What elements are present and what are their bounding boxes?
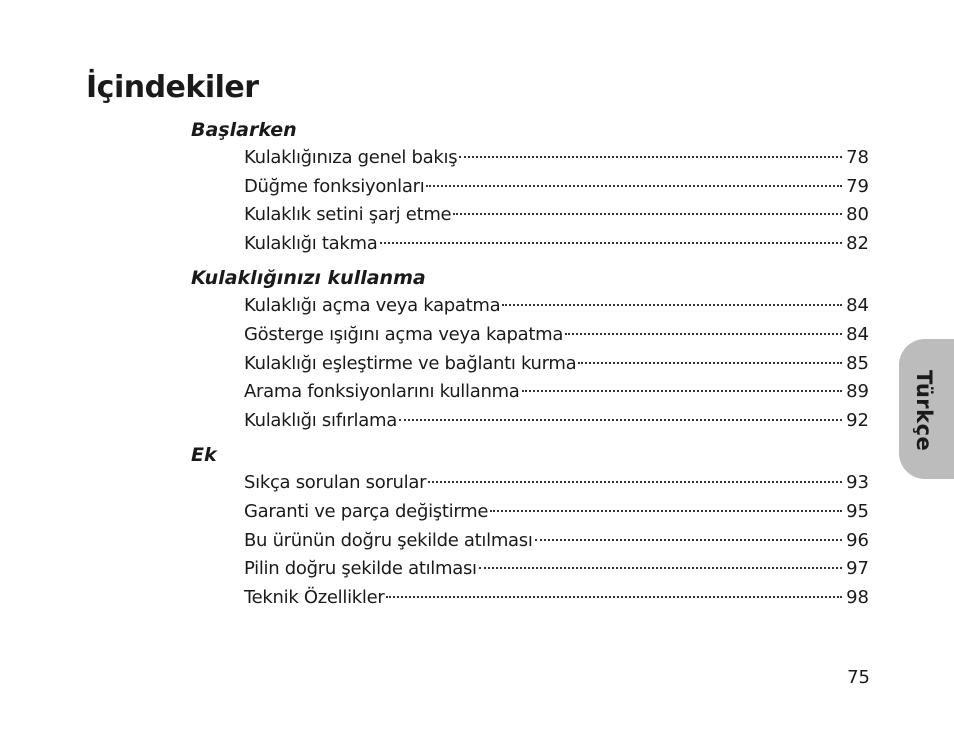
toc-entry[interactable]	[244, 584, 869, 613]
dot-leader	[380, 242, 843, 244]
toc-section-baslarken	[191, 116, 871, 258]
dot-leader	[386, 596, 842, 598]
toc-entry-page: 84	[846, 295, 869, 317]
toc-entry-page: 79	[846, 175, 869, 197]
toc-entry[interactable]	[244, 527, 869, 556]
toc-entry-page: 97	[846, 558, 869, 580]
dot-leader	[453, 213, 842, 215]
toc-entry-page: 89	[846, 381, 869, 403]
language-tab	[899, 339, 954, 479]
toc-entry-label: Kulaklık setini şarj etme	[244, 204, 452, 226]
toc-entry-label: Gösterge ışığını açma veya kapatma	[244, 323, 564, 345]
page-title: İçindekiler	[86, 70, 259, 106]
toc-entry[interactable]	[244, 144, 869, 173]
toc-entry-label: Arama fonksiyonlarını kullanma	[244, 381, 520, 403]
toc-entry[interactable]	[244, 498, 869, 527]
toc-entry[interactable]	[244, 407, 869, 436]
toc-section-kullanma	[191, 264, 871, 435]
dot-leader	[578, 362, 842, 364]
toc-entry-label: Düğme fonksiyonları	[244, 175, 425, 197]
toc-entry-label: Kulaklığı açma veya kapatma	[244, 295, 501, 317]
toc-entry-label: Teknik Özellikler	[244, 586, 385, 608]
dot-leader	[459, 156, 842, 158]
table-of-contents	[191, 116, 871, 618]
dot-leader	[479, 567, 842, 569]
toc-entry-page: 82	[846, 232, 869, 254]
toc-entry[interactable]	[244, 350, 869, 379]
toc-entry-page: 84	[846, 323, 869, 345]
toc-entry[interactable]	[244, 378, 869, 407]
toc-entry-label: Garanti ve parça değiştirme	[244, 500, 489, 522]
toc-entry-label: Bu ürünün doğru şekilde atılması	[244, 529, 533, 551]
toc-entry-page: 80	[846, 204, 869, 226]
section-heading: Kulaklığınızı kullanma	[191, 267, 426, 290]
dot-leader	[565, 333, 842, 335]
toc-entry[interactable]	[244, 292, 869, 321]
dot-leader	[428, 481, 842, 483]
page-number: 75	[847, 667, 870, 688]
toc-entry[interactable]	[244, 555, 869, 584]
toc-entry-label: Kulaklığı sıfırlama	[244, 409, 397, 431]
dot-leader	[490, 510, 842, 512]
toc-entry[interactable]	[244, 201, 869, 230]
toc-entry-page: 85	[846, 352, 869, 374]
toc-entry-label: Kulaklığı eşleştirme ve bağlantı kurma	[244, 352, 577, 374]
toc-entry-label: Sıkça sorulan sorular	[244, 472, 427, 494]
dot-leader	[426, 185, 842, 187]
dot-leader	[399, 419, 842, 421]
toc-entry-label: Kulaklığı takma	[244, 232, 378, 254]
toc-entry-label: Pilin doğru şekilde atılması	[244, 558, 477, 580]
toc-entry-page: 92	[846, 409, 869, 431]
section-heading: Ek	[191, 444, 217, 467]
toc-entry[interactable]	[244, 173, 869, 202]
toc-entry-label: Kulaklığınıza genel bakış	[244, 147, 458, 168]
toc-entry[interactable]	[244, 469, 869, 498]
language-tab-label: Türkçe	[912, 370, 936, 452]
toc-entry[interactable]	[244, 321, 869, 350]
dot-leader	[535, 539, 843, 541]
toc-section-ek	[191, 441, 871, 612]
toc-entry-page: 93	[846, 472, 869, 494]
toc-entry[interactable]	[244, 230, 869, 259]
section-heading: Başlarken	[191, 119, 297, 141]
toc-entry-page: 95	[846, 500, 869, 522]
toc-entry-page: 96	[846, 529, 869, 551]
toc-entry-page: 78	[846, 147, 869, 168]
toc-entry-page: 98	[846, 586, 869, 608]
dot-leader	[502, 304, 842, 306]
dot-leader	[522, 390, 843, 392]
